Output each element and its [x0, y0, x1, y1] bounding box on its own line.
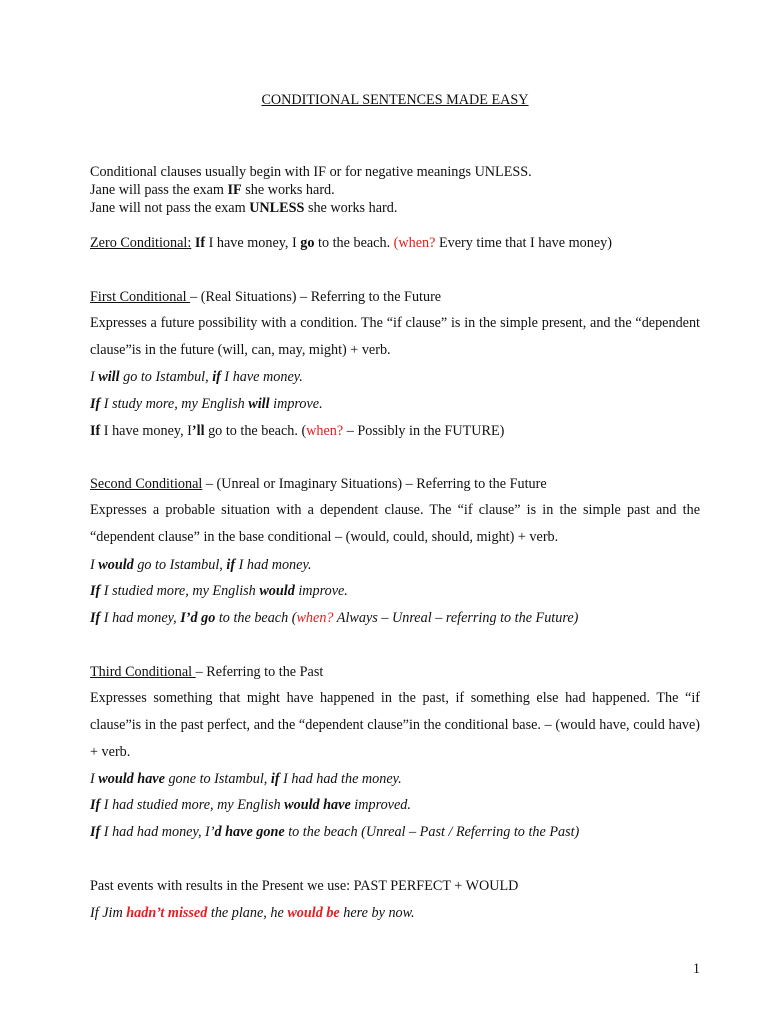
zero-conditional: Zero Conditional: If I have money, I go to the beach. (when? Every time that I have money): [90, 235, 612, 251]
page-title: CONDITIONAL SENTENCES MADE EASY: [261, 92, 529, 108]
document-page: [90, 0, 700, 1024]
first-conditional-description: Expresses a future possibility with a condition. The “if clause” is in the simple present, and the “dependent clause”is in the future (will, can, may, might) + verb.: [90, 315, 700, 358]
intro-line-1: Conditional clauses usually begin with IF or for negative meanings UNLESS.: [90, 164, 532, 180]
second-example-2: If I studied more, my English would improve.: [90, 583, 348, 599]
page-number: 1: [692, 961, 700, 977]
third-example-2: If I had studied more, my English would have improved.: [90, 797, 411, 813]
third-example-3: If I had had money, I’d have gone to the beach (Unreal – Past / Referring to the Past): [90, 824, 580, 840]
intro-line-2: Jane will pass the exam IF she works hard.: [90, 182, 335, 198]
past-events-line: Past events with results in the Present we use: PAST PERFECT + WOULD: [90, 878, 519, 894]
first-example-2: If I study more, my English will improve.: [90, 396, 323, 412]
third-conditional-heading: Third Conditional – Referring to the Past: [90, 664, 324, 680]
first-conditional-heading: First Conditional – (Real Situations) – Referring to the Future: [90, 289, 442, 305]
second-conditional-description: Expresses a probable situation with a dependent clause. The “if clause” is in the simple past and the “dependent clause” in the base conditional – (would, could, should, might) + verb.: [90, 502, 700, 545]
third-example-1: I would have gone to Istambul, if I had had the money.: [90, 771, 402, 787]
third-conditional-description: Expresses something that might have happened in the past, if something else had happened. The “if clause”is in the past perfect, and the “dependent clause”in the conditional base. – (would have, could have) + verb.: [90, 690, 700, 760]
past-events-example: If Jim hadn’t missed the plane, he would be here by now.: [90, 905, 415, 921]
second-conditional-heading: Second Conditional – (Unreal or Imaginary Situations) – Referring to the Future: [90, 476, 547, 492]
intro-line-3: Jane will not pass the exam UNLESS she works hard.: [90, 200, 398, 216]
zero-conditional-heading: Zero Conditional:: [90, 235, 192, 251]
second-example-3: If I had money, I’d go to the beach (when? Always – Unreal – referring to the Future): [90, 610, 579, 626]
second-example-1: I would go to Istambul, if I had money.: [90, 557, 312, 573]
first-example-1: I will go to Istambul, if I have money.: [90, 369, 303, 385]
first-example-3: If I have money, I’ll go to the beach. (when? – Possibly in the FUTURE): [90, 423, 505, 439]
